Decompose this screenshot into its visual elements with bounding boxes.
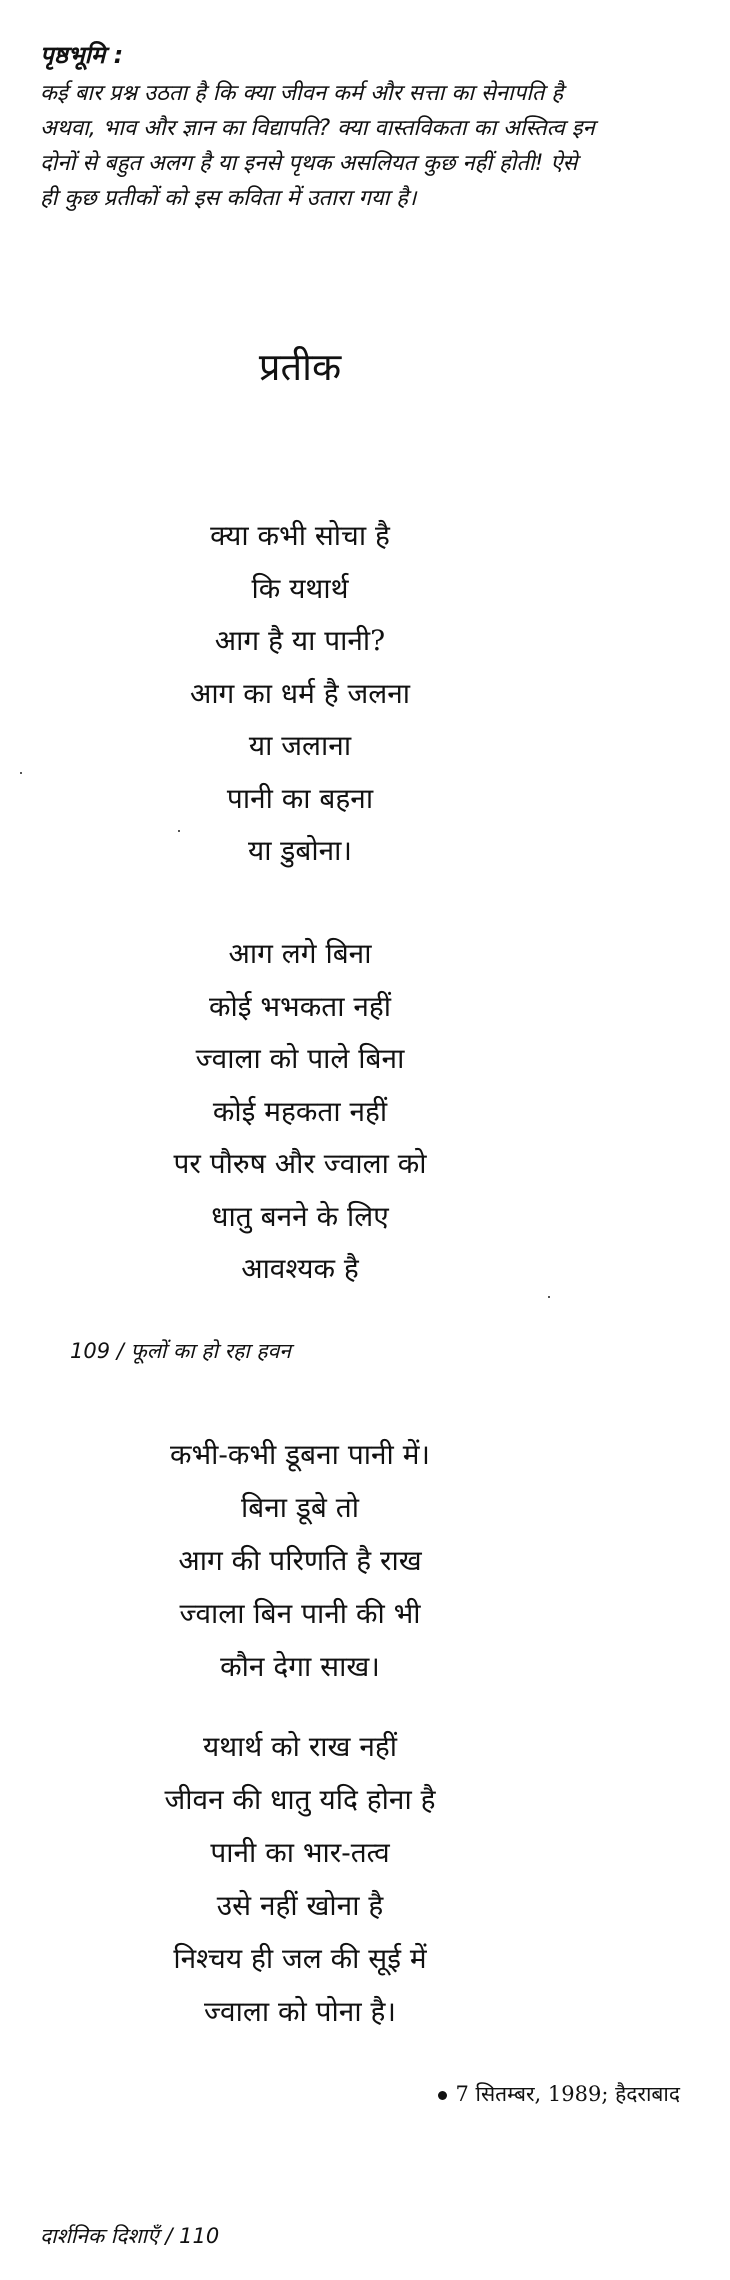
- poem-line: ज्वाला को पाले बिना: [195, 1042, 405, 1075]
- poem-line: आग है या पानी?: [214, 624, 386, 657]
- poem-line: पर पौरुष और ज्वाला को: [173, 1147, 427, 1180]
- date-place: [438, 2080, 680, 2108]
- background-line: ही कुछ प्रतीकों को इस कविता में उतारा गया है।: [40, 186, 417, 211]
- poem-line: कोई भभकता नहीं: [208, 989, 392, 1023]
- poem-line: ज्वाला को पोना है।: [204, 1995, 396, 2028]
- poem-line: बिना डूबे तो: [240, 1491, 359, 1524]
- bullet-icon: [438, 2091, 447, 2100]
- stanza-3: [0, 1428, 600, 1693]
- background-paragraph: [40, 76, 690, 216]
- scan-speck: [20, 772, 22, 774]
- scan-speck: [178, 830, 180, 832]
- poem-line: निश्चय ही जल की सूई में: [173, 1942, 427, 1975]
- poem-line: कि यथार्थ: [251, 571, 349, 605]
- poem-line: उसे नहीं खोना है: [216, 1889, 384, 1922]
- poem-line: आवश्यक है: [241, 1252, 359, 1285]
- poem-title: प्रतीक: [258, 345, 342, 389]
- poem-line: धातु बनने के लिए: [211, 1199, 389, 1233]
- poem-line: क्या कभी सोचा है: [210, 519, 390, 552]
- background-line: अथवा, भाव और ज्ञान का विद्यापति? क्या वास्तविकता का अस्तित्व इन: [40, 116, 595, 141]
- background-line: कई बार प्रश्न उठता है कि क्या जीवन कर्म और सत्ता का सेनापति है: [40, 81, 564, 106]
- poem-line: कोई महकता नहीं: [212, 1094, 388, 1128]
- background-line: दोनों से बहुत अलग है या इनसे पृथक असलियत कुछ नहीं होती! ऐसे: [40, 151, 578, 176]
- poem-line: जीवन की धातु यदि होना है: [164, 1783, 436, 1816]
- poem-line: यथार्थ को राख नहीं: [202, 1730, 397, 1763]
- scan-speck: [548, 1296, 550, 1298]
- page-footer-bottom: दार्शनिक दिशाएँ / 110: [40, 2224, 220, 2248]
- poem-line: पानी का भार-तत्व: [210, 1836, 390, 1869]
- poem-line: कौन देगा साख।: [220, 1650, 380, 1683]
- poem-line: ज्वाला बिन पानी की भी: [179, 1597, 421, 1630]
- page-footer-mid: 109 / फूलों का हो रहा हवन: [70, 1339, 291, 1363]
- poem-line: आग लगे बिना: [228, 937, 372, 970]
- date-place-text: 7 सितम्बर, 1989; हैदराबाद: [455, 2082, 680, 2106]
- poem-line: आग की परिणति है राख: [178, 1544, 422, 1577]
- background-heading: पृष्ठभूमि :: [40, 41, 124, 69]
- poem-line: आग का धर्म है जलना: [189, 676, 411, 710]
- poem-line: पानी का बहना: [226, 781, 374, 815]
- poem-line: या डुबोना।: [247, 834, 353, 867]
- stanza-2: [0, 928, 600, 1296]
- poem-line: या जलाना: [248, 729, 352, 762]
- poem-line: कभी-कभी डूबना पानी में।: [169, 1438, 431, 1471]
- stanza-4: [0, 1720, 600, 2038]
- stanza-1: [0, 510, 600, 878]
